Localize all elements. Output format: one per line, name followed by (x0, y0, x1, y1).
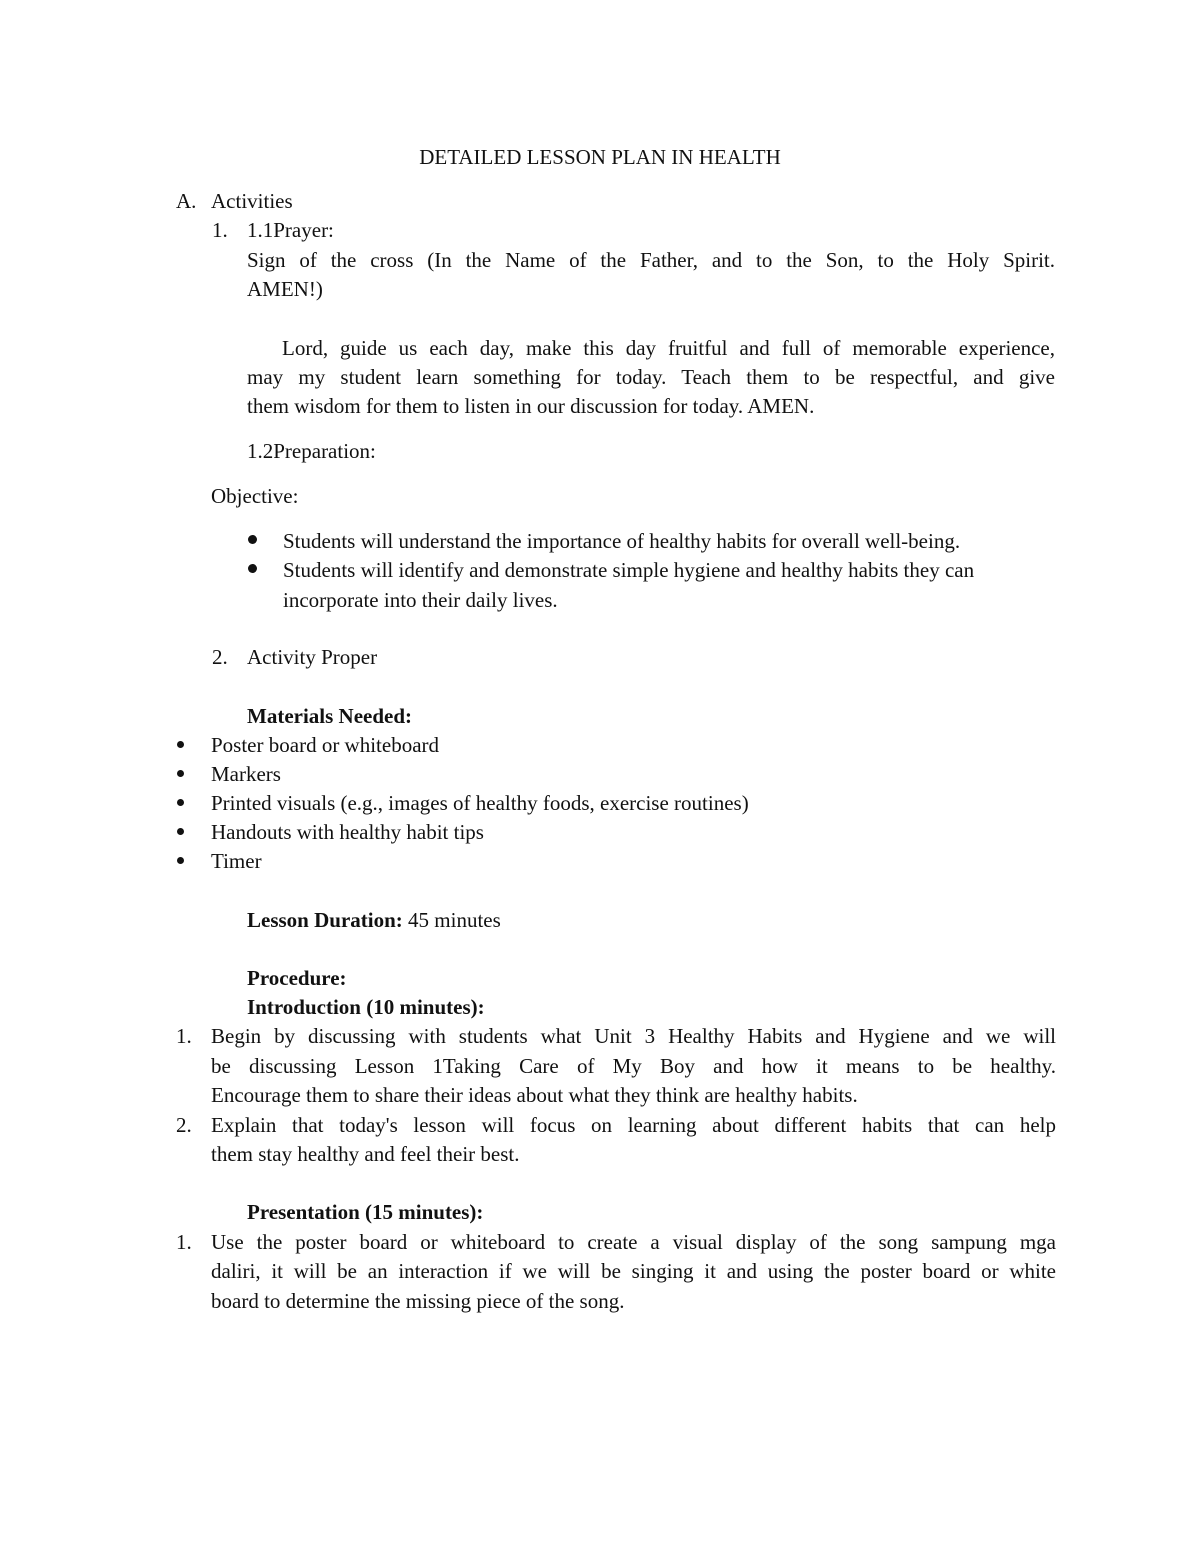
presentation-heading: Presentation (15 minutes): (247, 1200, 484, 1224)
pres-1-line-2 (211, 1257, 1056, 1285)
sign-of-cross-line-1 (247, 246, 1055, 274)
materials-bullet (177, 770, 184, 777)
intro-1-text-1: Begin by discussing with students what Unit 3 Healthy Habits and Hygiene and we will (211, 1024, 1056, 1048)
procedure-heading: Procedure: (247, 966, 347, 990)
materials-item: Poster board or whiteboard (211, 733, 440, 757)
prayer-line-3: them wisdom for them to listen in our discussion for today. AMEN. (247, 394, 815, 418)
sign-of-cross-line-2: AMEN!) (247, 277, 323, 301)
objective-bullet-1 (248, 535, 257, 544)
lesson-duration (247, 906, 501, 934)
objective-bullet-2 (248, 564, 257, 573)
intro-1-line-1 (211, 1022, 1056, 1050)
sign-of-cross-text-1: Sign of the cross (In the Name of the Father, and to the Son, to the Holy Spirit. (247, 248, 1055, 272)
objective-label: Objective: (211, 484, 299, 508)
intro-2-line-2: them stay healthy and feel their best. (211, 1142, 520, 1166)
preparation-heading: 1.2Preparation: (247, 439, 376, 463)
activity-proper-label: Activity Proper (247, 645, 378, 669)
pres-1-line-3: board to determine the missing piece of the song. (211, 1289, 625, 1313)
prayer-text-1: Lord, guide us each day, make this day fruitful and full of memorable experience, (282, 336, 1055, 360)
materials-item: Timer (211, 849, 262, 873)
intro-1-marker: 1. (176, 1024, 192, 1048)
pres-1-text-2: daliri, it will be an interaction if we will be singing it and using the poster board or white (211, 1259, 1056, 1283)
section-a-marker: A. (176, 189, 197, 213)
materials-bullet (177, 799, 184, 806)
materials-item: Markers (211, 762, 281, 786)
introduction-heading: Introduction (10 minutes): (247, 995, 485, 1019)
intro-2-line-1 (211, 1111, 1056, 1139)
pres-1-text-1: Use the poster board or whiteboard to create a visual display of the song sampung mga (211, 1230, 1056, 1254)
lesson-duration-label: Lesson Duration: (247, 908, 403, 932)
intro-1-line-2 (211, 1052, 1056, 1080)
prayer-line-1 (282, 334, 1055, 362)
intro-1-line-3: Encourage them to share their ideas about what they think are healthy habits. (211, 1083, 858, 1107)
objective-item-2-line-2: incorporate into their daily lives. (283, 588, 558, 612)
item-2-marker: 2. (212, 645, 228, 669)
prayer-heading: 1.1Prayer: (247, 218, 334, 242)
item-1-marker: 1. (212, 218, 228, 242)
page-title: DETAILED LESSON PLAN IN HEALTH (419, 145, 781, 169)
pres-1-line-1 (211, 1228, 1056, 1256)
section-a-label: Activities (211, 189, 293, 213)
materials-item: Handouts with healthy habit tips (211, 820, 484, 844)
prayer-text-2: may my student learn something for today. Teach them to be respectful, and give (247, 365, 1055, 389)
intro-2-text-1: Explain that today's lesson will focus on learning about different habits that can help (211, 1113, 1056, 1137)
materials-heading: Materials Needed: (247, 704, 413, 728)
prayer-line-2 (247, 363, 1055, 391)
materials-item: Printed visuals (e.g., images of healthy foods, exercise routines) (211, 791, 749, 815)
materials-bullet (177, 828, 184, 835)
intro-1-text-2: be discussing Lesson 1Taking Care of My Boy and how it means to be healthy. (211, 1054, 1056, 1078)
objective-item-1: Students will understand the importance of healthy habits for overall well-being. (283, 529, 961, 553)
materials-bullet (177, 741, 184, 748)
intro-2-marker: 2. (176, 1113, 192, 1137)
materials-bullet (177, 857, 184, 864)
objective-item-2-line-1: Students will identify and demonstrate simple hygiene and healthy habits they can (283, 558, 975, 582)
pres-1-marker: 1. (176, 1230, 192, 1254)
lesson-duration-value: 45 minutes (402, 908, 501, 932)
